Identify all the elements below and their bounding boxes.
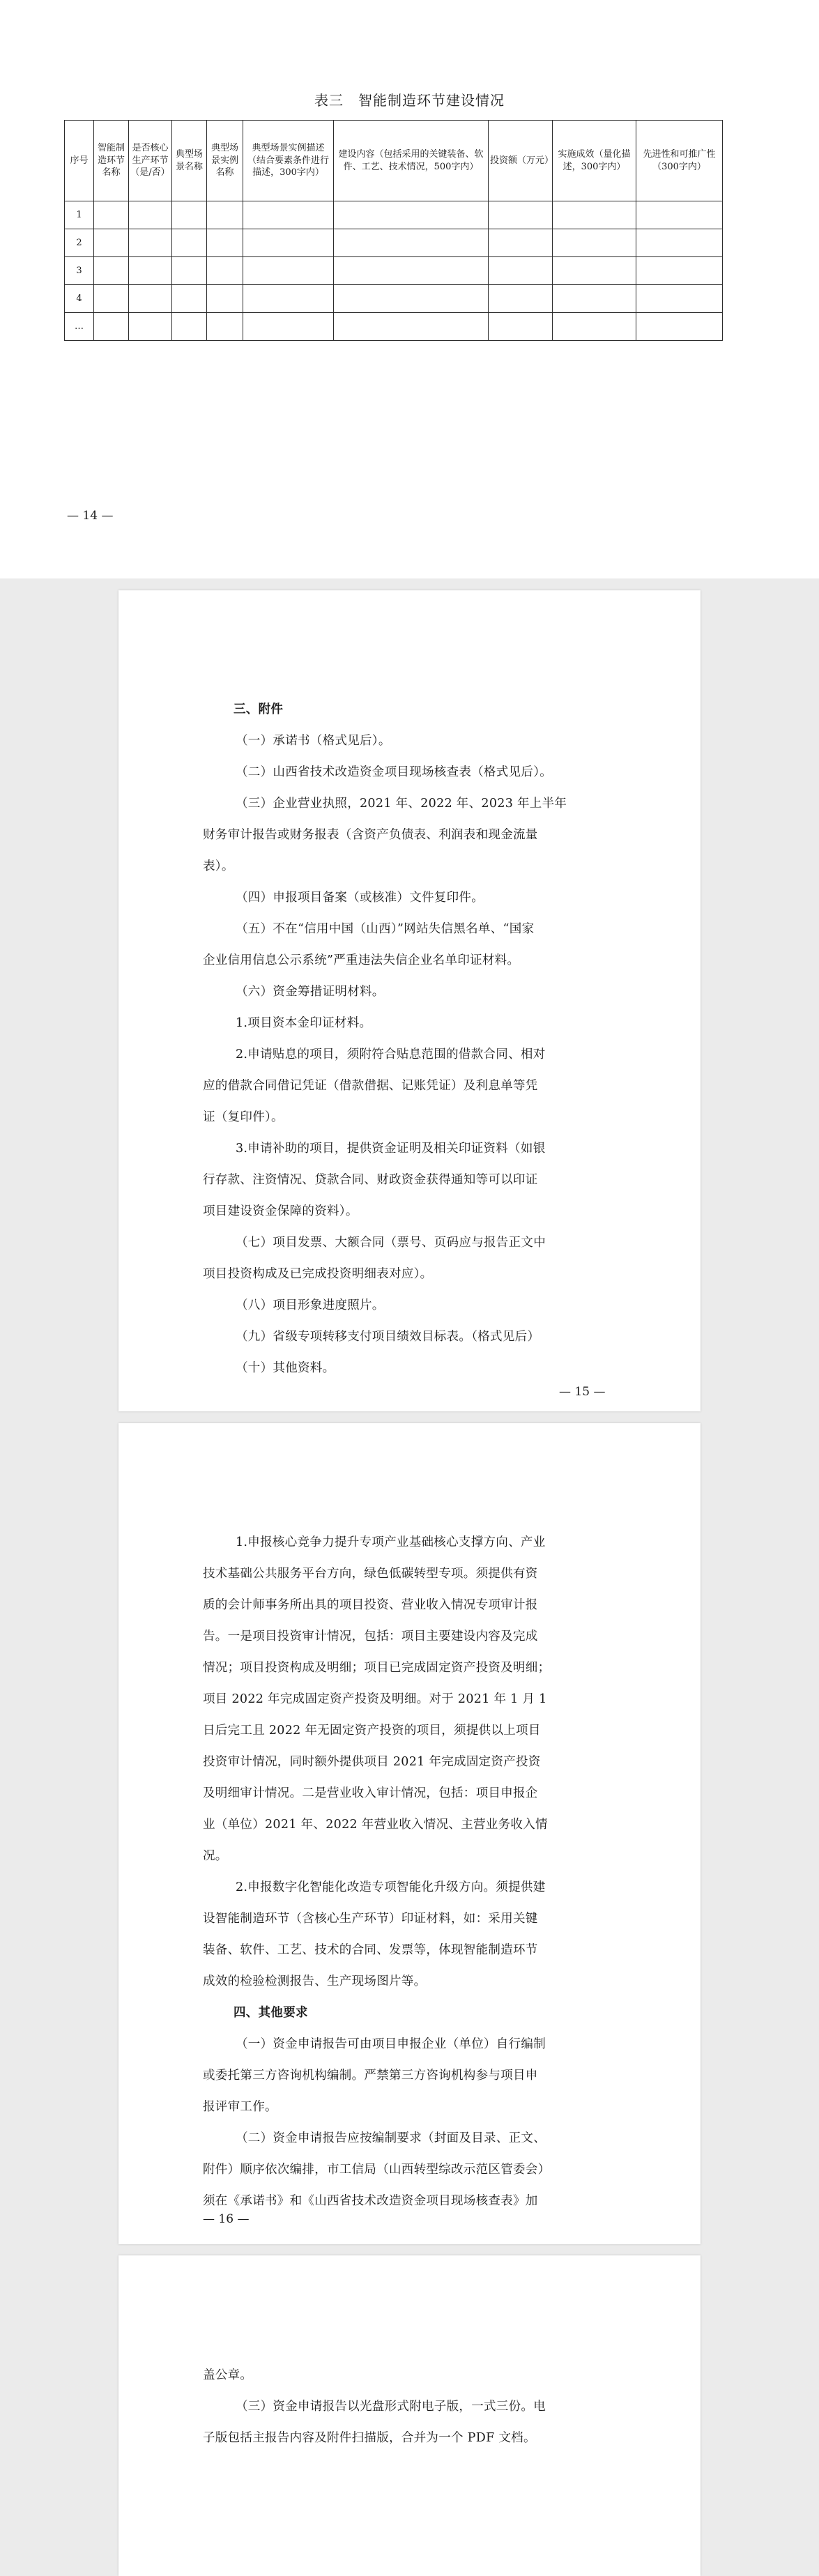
page-number: — 14 — (67, 509, 114, 523)
text-line: 应的借款合同借记凭证（借款借据、记账凭证）及利息单等凭 (203, 1079, 538, 1093)
row-number: … (65, 313, 94, 341)
page-number: — 16 — (203, 2212, 250, 2226)
header-cell: 典型场景实例名称 (207, 121, 243, 201)
text-line: 及明细审计情况。二是营业收入审计情况，包括：项目申报企 (203, 1786, 538, 1800)
header-cell: 实施成效（量化描述，300字内） (553, 121, 636, 201)
text-line: 日后完工且 2022 年无固定资产投资的项目，须提供以上项目 (203, 1724, 541, 1738)
text-line: （七）项目发票、大额合同（票号、页码应与报告正文中 (236, 1236, 546, 1250)
text-line: 项目 2022 年完成固定资产投资及明细。对于 2021 年 1 月 1 (203, 1692, 547, 1706)
table-header-row (65, 121, 723, 201)
text-line: 设智能制造环节（含核心生产环节）印证材料，如：采用关键 (203, 1912, 538, 1926)
header-cell: 智能制造环节名称 (94, 121, 129, 201)
text-line: （三）资金申请报告以光盘形式附电子版，一式三份。电 (236, 2400, 546, 2414)
text-line: 装备、软件、工艺、技术的合同、发票等，体现智能制造环节 (203, 1943, 538, 1957)
page-14 (0, 0, 819, 578)
text-line: 成效的检验检测报告、生产现场图片等。 (203, 1975, 427, 1988)
text-line: 子版包括主报告内容及附件扫描版，合并为一个 PDF 文档。 (203, 2431, 536, 2445)
page-16 (118, 1423, 701, 2244)
text-line: 财务审计报告或财务报表（含资产负债表、利润表和现金流量 (203, 828, 538, 842)
text-line: 附件）顺序依次编排，市工信局（山西转型综改示范区管委会） (203, 2163, 551, 2177)
table-row (65, 285, 723, 313)
text-line: 情况；项目投资构成及明细；项目已完成固定资产投资及明细； (203, 1661, 551, 1675)
row-number: 3 (65, 257, 94, 285)
text-line: （九）省级专项转移支付项目绩效目标表。（格式见后） (236, 1330, 540, 1344)
text-line: 告。一是项目投资审计情况，包括：项目主要建设内容及完成 (203, 1630, 538, 1643)
table-row (65, 257, 723, 285)
table-row (65, 201, 723, 229)
text-line: 质的会计师事务所出具的项目投资、营业收入情况专项审计报 (203, 1598, 538, 1612)
text-line: 业（单位）2021 年、2022 年营业收入情况、主营业务收入情 (203, 1818, 548, 1832)
text-line: 须在《承诺书》和《山西省技术改造资金项目现场核查表》加 (203, 2194, 538, 2208)
text-line: 或委托第三方咨询机构编制。严禁第三方咨询机构参与项目申 (203, 2069, 538, 2083)
text-line: 况。 (203, 1849, 228, 1863)
text-line: （一）资金申请报告可由项目申报企业（单位）自行编制 (236, 2037, 546, 2051)
header-cell: 先进性和可推广性（300字内） (636, 121, 723, 201)
text-line: 报评审工作。 (203, 2100, 277, 2114)
text-line: 表）。 (203, 859, 234, 873)
page-number: — 15 — (559, 1385, 606, 1399)
page-17 (118, 2255, 701, 2576)
header-cell: 投资额（万元） (489, 121, 553, 201)
text-line: 盖公章。 (203, 2368, 253, 2382)
table-row (65, 313, 723, 341)
row-number: 2 (65, 229, 94, 257)
text-line: （十）其他资料。 (236, 1361, 335, 1375)
text-line: （二）资金申请报告应按编制要求（封面及目录、正文、 (236, 2131, 546, 2145)
page-15 (118, 590, 701, 1411)
text-line: 投资审计情况，同时额外提供项目 2021 年完成固定资产投资 (203, 1755, 541, 1769)
section-heading: 四、其他要求 (234, 2006, 308, 2020)
table-row (65, 229, 723, 257)
text-line: 行存款、注资情况、贷款合同、财政资金获得通知等可以印证 (203, 1173, 538, 1187)
text-line: 企业信用信息公示系统”严重违法失信企业名单印证材料。 (203, 953, 520, 967)
text-line: （一）承诺书（格式见后）。 (236, 734, 391, 748)
header-cell: 是否核心生产环节（是/否） (129, 121, 172, 201)
table-title: 表三 智能制造环节建设情况 (314, 92, 505, 109)
section-heading: 三、附件 (234, 703, 284, 716)
row-number: 1 (65, 201, 94, 229)
text-line: 项目建设资金保障的资料）。 (203, 1204, 358, 1218)
text-line: （八）项目形象进度照片。 (236, 1298, 385, 1312)
text-line: （六）资金筹措证明材料。 (236, 985, 385, 999)
text-line: 技术基础公共服务平台方向，绿色低碳转型专项。须提供有资 (203, 1567, 538, 1581)
header-cell: 序号 (65, 121, 94, 201)
text-line: 证（复印件）。 (203, 1110, 284, 1124)
text-line: 项目投资构成及已完成投资明细表对应）。 (203, 1267, 433, 1281)
text-line: 1.申报核心竞争力提升专项产业基础核心支撑方向、产业 (236, 1535, 546, 1549)
smart-manufacturing-table (64, 120, 723, 341)
text-line: 2.申请贴息的项目，须附符合贴息范围的借款合同、相对 (236, 1048, 546, 1061)
text-line: 2.申报数字化智能化改造专项智能化升级方向。须提供建 (236, 1880, 546, 1894)
text-line: 3.申请补助的项目，提供资金证明及相关印证资料（如银 (236, 1142, 546, 1156)
text-line: 1.项目资本金印证材料。 (236, 1016, 372, 1030)
header-cell: 典型场景实例描述（结合要素条件进行描述，300字内） (243, 121, 334, 201)
row-number: 4 (65, 285, 94, 313)
header-cell: 典型场景名称 (172, 121, 207, 201)
text-line: （四）申报项目备案（或核准）文件复印件。 (236, 891, 484, 905)
header-cell: 建设内容（包括采用的关键装备、软件、工艺、技术情况，500字内） (334, 121, 489, 201)
text-line: （三）企业营业执照，2021 年、2022 年、2023 年上半年 (236, 797, 567, 811)
text-line: （二）山西省技术改造资金项目现场核查表（格式见后）。 (236, 765, 553, 779)
text-line: （五）不在“信用中国（山西）”网站失信黑名单、“国家 (236, 922, 535, 936)
